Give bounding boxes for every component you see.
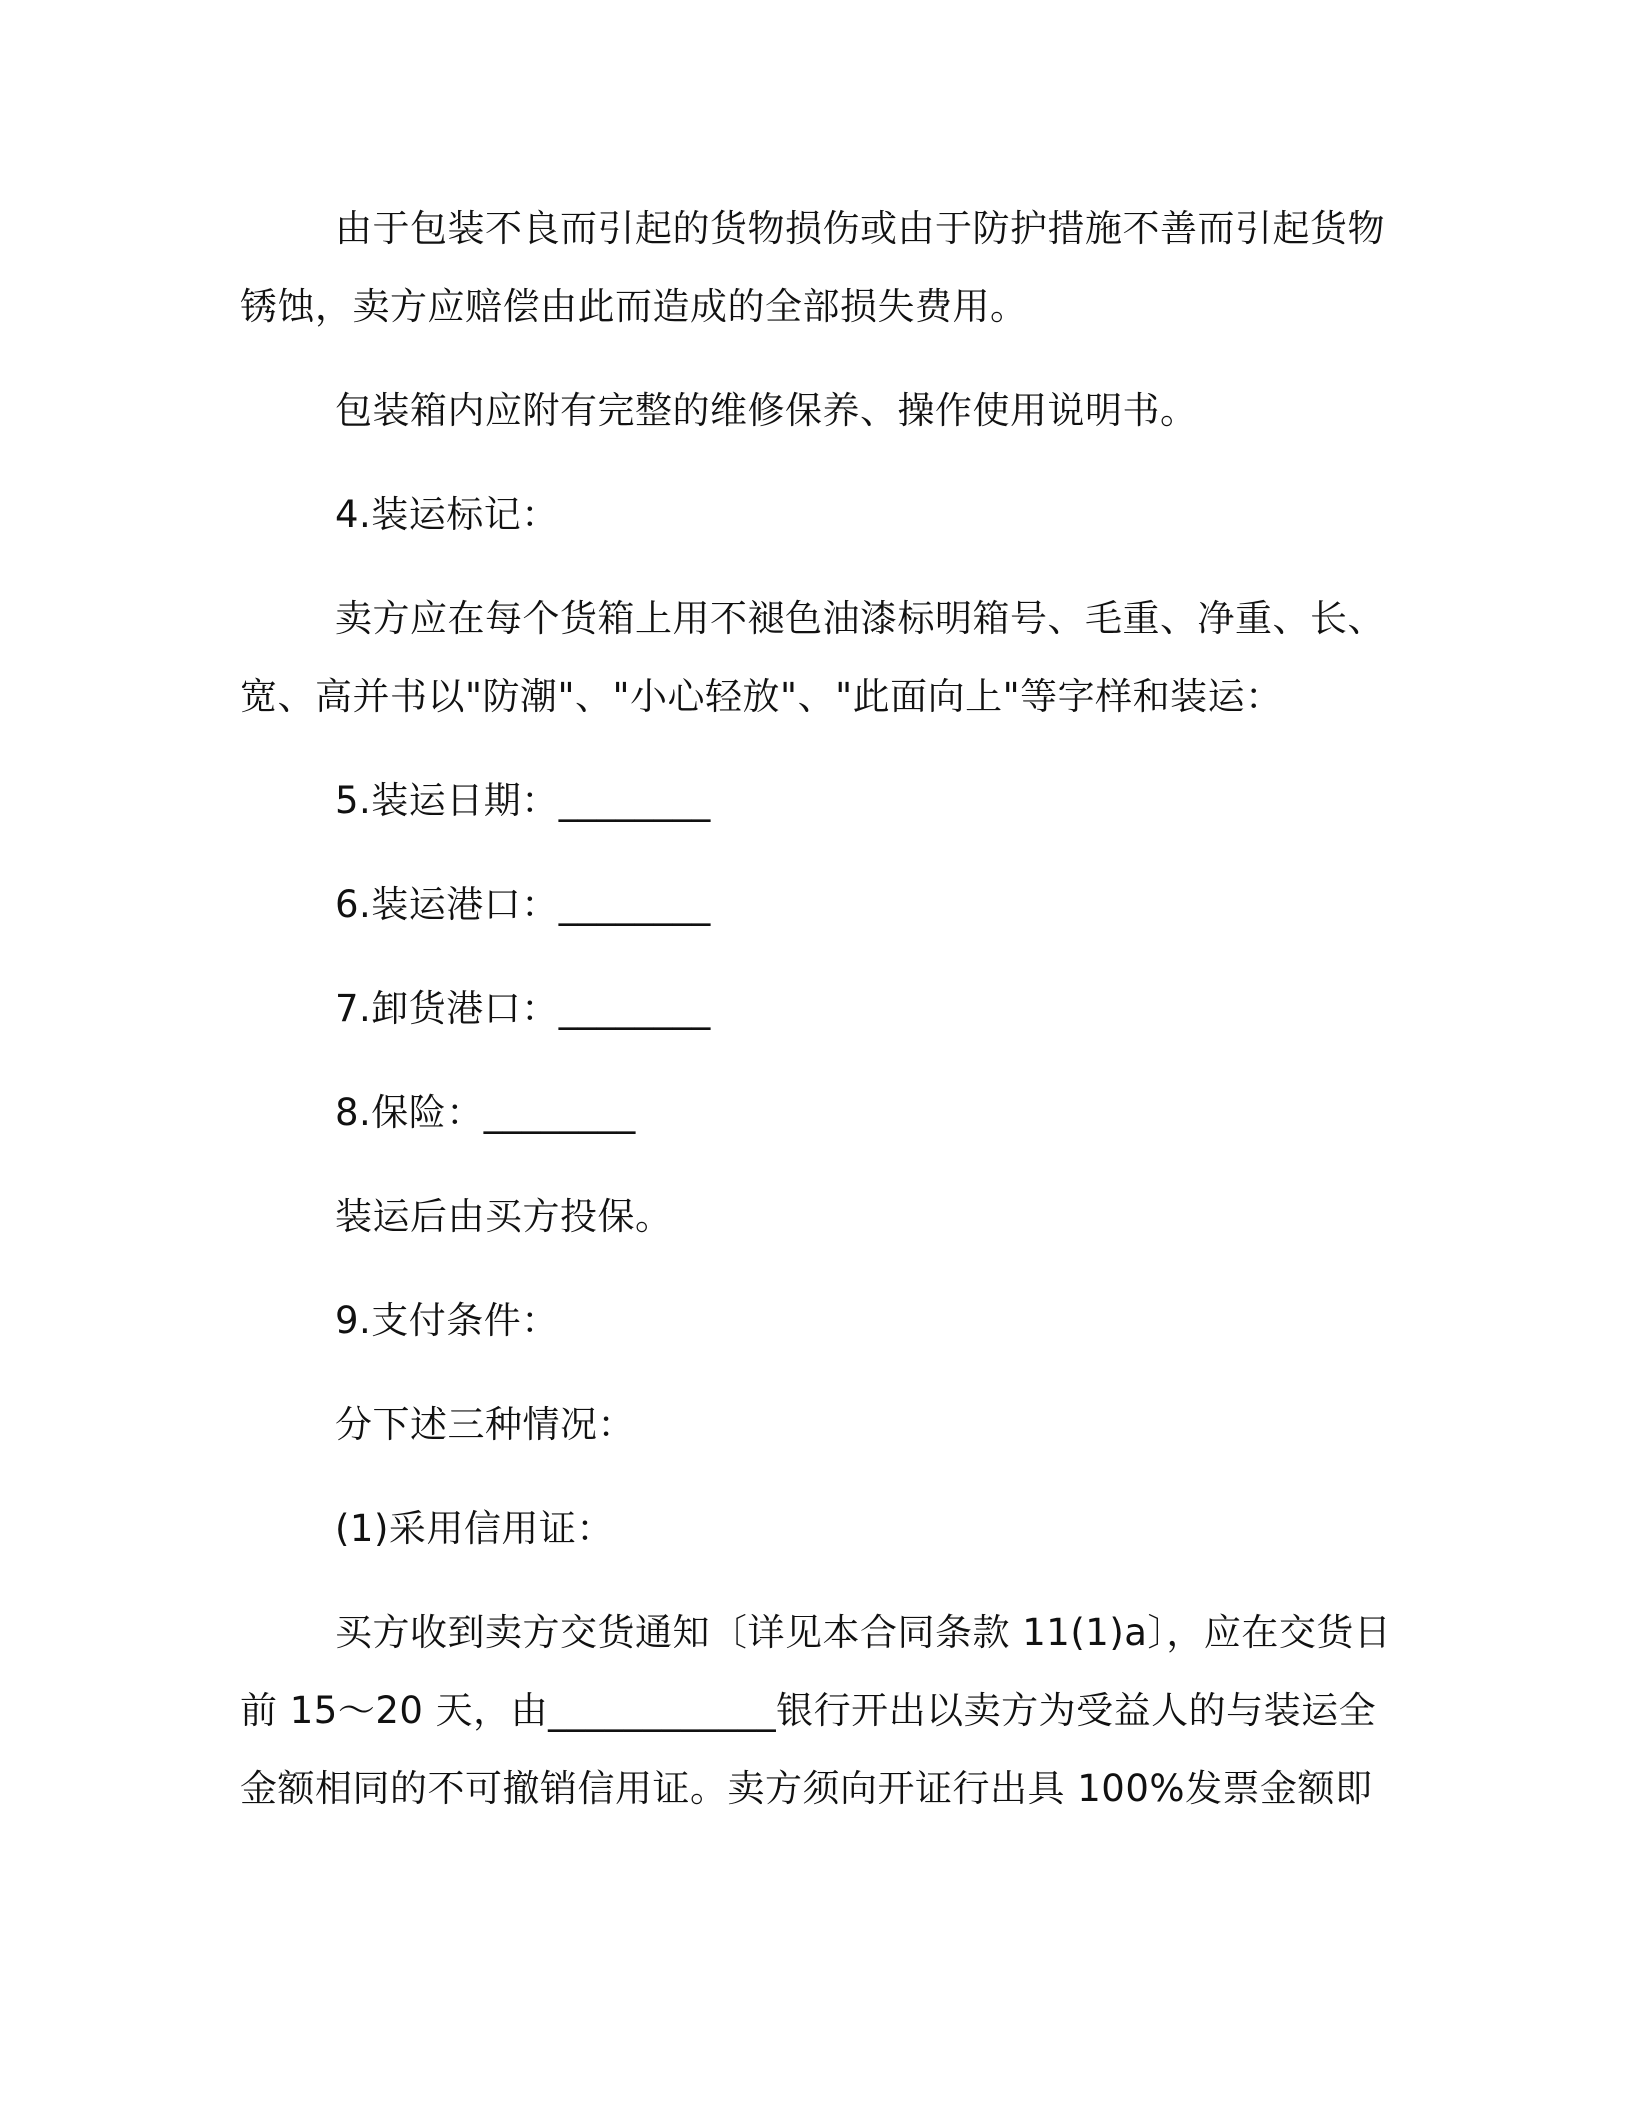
field-discharge-port: 7.卸货港口：________ <box>335 987 711 1030</box>
field-insurance: 8.保险：________ <box>335 1091 636 1134</box>
paragraph-packaging-damage: 由于包装不良而引起的货物损伤或由于防护措施不善而引起货物锈蚀，卖方应赔偿由此而造成的全部损失费用。 <box>240 207 1385 328</box>
heading-payment-terms: 9.支付条件： <box>335 1299 559 1342</box>
field-shipping-date: 5.装运日期：________ <box>335 779 711 822</box>
document-page <box>240 190 1392 1828</box>
paragraph-letter-of-credit: 买方收到卖方交货通知〔详见本合同条款 11(1)a〕，应在交货日前 15～20 天，由____________银行开出以卖方为受益人的与装运全金额相同的不可撤销信用证。卖方须向开证行出具 100%发票金额即 <box>240 1611 1392 1810</box>
heading-shipping-marks: 4.装运标记： <box>335 493 559 536</box>
paragraph-three-cases: 分下述三种情况： <box>335 1403 635 1446</box>
paragraph-insurance: 装运后由买方投保。 <box>335 1195 673 1238</box>
paragraph-manual: 包装箱内应附有完整的维修保养、操作使用说明书。 <box>335 389 1198 432</box>
heading-letter-of-credit: (1)采用信用证： <box>335 1507 614 1550</box>
field-loading-port: 6.装运港口：________ <box>335 883 711 926</box>
paragraph-shipping-marks: 卖方应在每个货箱上用不褪色油漆标明箱号、毛重、净重、长、宽、高并书以"防潮"、"小心轻放"、"此面向上"等字样和装运： <box>240 597 1385 718</box>
